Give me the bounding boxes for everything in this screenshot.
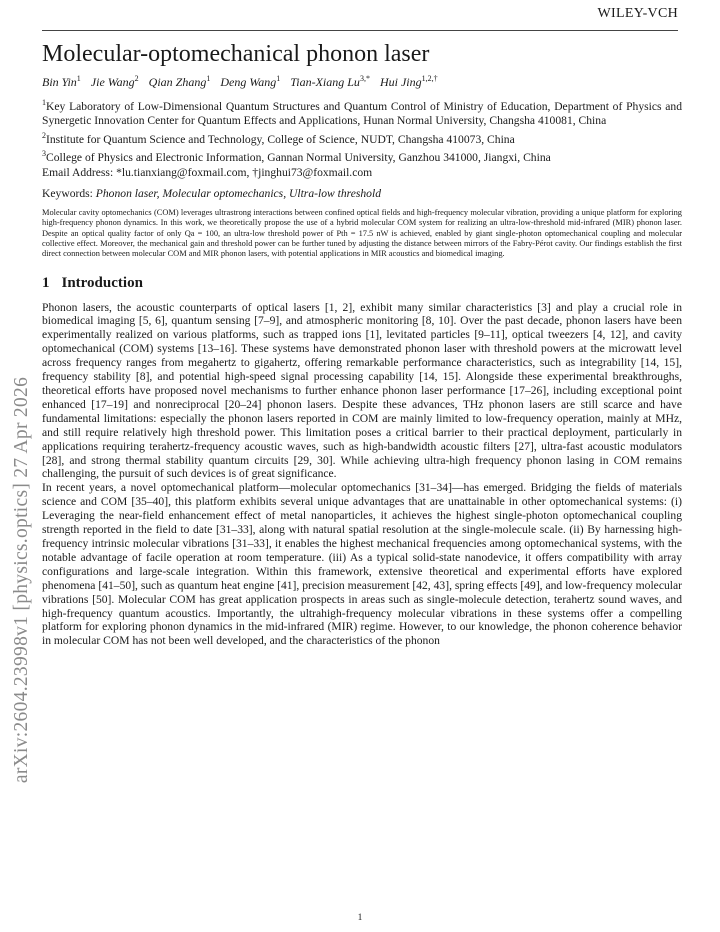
body-paragraph: In recent years, a novel optomechanical platform—molecular optomechanics [31–34]—has emerged. Bridging the fields of materials science and COM [35–40], this platform exhibits several unique advantages that are unattainable in other optomechanical systems: (i) Leveraging the near-field enhancement effect of metal nanoparticles, it achieves the highest single-photon optomechanical coupling strength reported in the field to date [31–33], along with natural spatial resolution at the single-molecule scale. (ii) By harnessing high-frequency intrinsic molecular vibrations [31–33], it enables the highest mechanical frequencies among optomechanical systems, with the notable advantage of facile operation at room temperature. (iii) As a typical solid-state nanodevice, it offers compatibility with array configurations and large-scale integration. Within this framework, extensive theoretical and experimental efforts have explored phenomena [41–50], such as quantum heat engine [41], precision measurement [42, 43], spring effects [49], and low-frequency molecular vibrations [50]. Molecular COM has great application prospects in areas such as single-molecule detection, terahertz sound waves, and high-frequency quantum acoustics. Importantly, the ultrahigh-frequency molecular vibrations in these systems offer a compelling platform for exploring phonon dynamics in the mid-infrared (MIR) regime. However, to our knowledge, the phonon coherence behavior in molecular COM has not been well developed, and the characteristics of the phonon: [42, 481, 682, 648]
section-number: 1: [42, 274, 50, 291]
publisher-logo: WILEY-VCH: [597, 6, 678, 21]
arxiv-identifier[interactable]: arXiv:2604.23998v1 [physics.optics] 27 Apr 2026: [11, 376, 32, 784]
author: Hui Jing$^{1,2,\dagger}$: [379, 74, 438, 89]
page-number: 1: [357, 913, 363, 923]
header-rule: [42, 30, 678, 31]
keywords-value: Phonon laser, Molecular optomechanics, Ultra-low threshold: [95, 187, 381, 201]
section-heading: [42, 275, 682, 292]
affiliation: $^3$College of Physics and Electronic Information, Gannan Normal University, Ganzhou 341000, Jiangxi, China: [42, 149, 551, 165]
email-addresses[interactable]: Email Address: *lu.tianxiang@foxmail.com, †jinghui73@foxmail.com: [42, 165, 373, 179]
author: Deng Wang$^1$: [220, 74, 281, 89]
author: Jie Wang$^2$: [90, 74, 139, 89]
abstract: Molecular cavity optomechanics (COM) leverages ultrastrong interactions between confined optical fields and high-frequency molecular vibration, providing a unique platform for exploring high-frequency phonon dynamics. In this work, we theoretically propose the use of a hybrid molecular COM system for realizing an ultra-low-threshold mid-infrared (MIR) phonon laser. Despite an optical quality factor of only Qa = 100, an ultra-low threshold power of Pth = 17.5 nW is achieved, enabled by giant single-photon optomechanical coupling and molecular collective effect. Moreover, the mechanical gain and threshold power can be further tuned by adjusting the distance between mirrors of the Fabry-Pérot cavity. Our findings establish the first direct connection between molecular COM and MIR phonon lasers, with potential applications in MIR acoustics and biomedical imaging.: [42, 208, 682, 259]
affiliation: $^2$Institute for Quantum Science and Technology, College of Science, NUDT, Changsha 410073, China: [42, 130, 515, 146]
author: Qian Zhang$^1$: [148, 74, 211, 89]
keywords: [42, 187, 682, 200]
affiliation: $^1$Key Laboratory of Low-Dimensional Quantum Structures and Quantum Control of Ministry of Education, Department of Physics and Synergetic Innovation Center for Quantum Effects and Applications, Hunan Normal University, Changsha 410081, China: [42, 98, 682, 128]
paper-title: Molecular-optomechanical phonon laser: [42, 41, 430, 67]
paper-body: [42, 34, 682, 648]
section-title: Introduction: [61, 274, 143, 291]
author-list: [42, 71, 682, 90]
keywords-label: Keywords:: [42, 187, 93, 201]
body-paragraph: Phonon lasers, the acoustic counterparts of optical lasers [1, 2], exhibit many similar characteristics [3] and play a crucial role in biomedical imaging [5, 6], quantum sensing [7–9], and atmospheric monitoring [8, 10]. Over the past decade, phonon lasers have been experimentally realized on various platforms, such as trapped ions [1], levitated particles [9–11], optical tweezers [4, 12], and cavity optomechanical (COM) systems [13–16]. These systems have demonstrated phonon laser with threshold powers at the microwatt level across frequency ranges from megahertz to gigahertz, offering remarkable performance characteristics, such as integrability [14, 15], frequency stability [8], and potential high-speed signal processing capability [14, 15]. Alongside these experimental breakthroughs, theoretical efforts have proposed novel mechanisms to further enhance phonon laser performance [17–26], including exceptional point enhanced [17–19] and nonreciprocal [20–24] phonon lasers. Despite these advances, THz phonon lasers are still scarce and have fundamental limitations: especially the phonon lasers reported in COM are mainly limited to low-frequency operation, mainly at MHz, and still require relatively high threshold power. This limitation poses a critical barrier to their practical deployment, particularly in applications requiring terahertz-frequency acoustic waves, such as high-bandwidth acoustic filters [27], ultra-fast acoustic modulators [28], and strong thermal stability quantum circuits [29, 30]. While achieving ultra-high frequency phonon lasing in COM remains challenging, the pursuit of such devices is of great significance.: [42, 300, 682, 481]
author: Tian-Xiang $Lu^{3,*}$: [290, 74, 370, 89]
author: Bin Yin$^1$: [42, 74, 81, 89]
